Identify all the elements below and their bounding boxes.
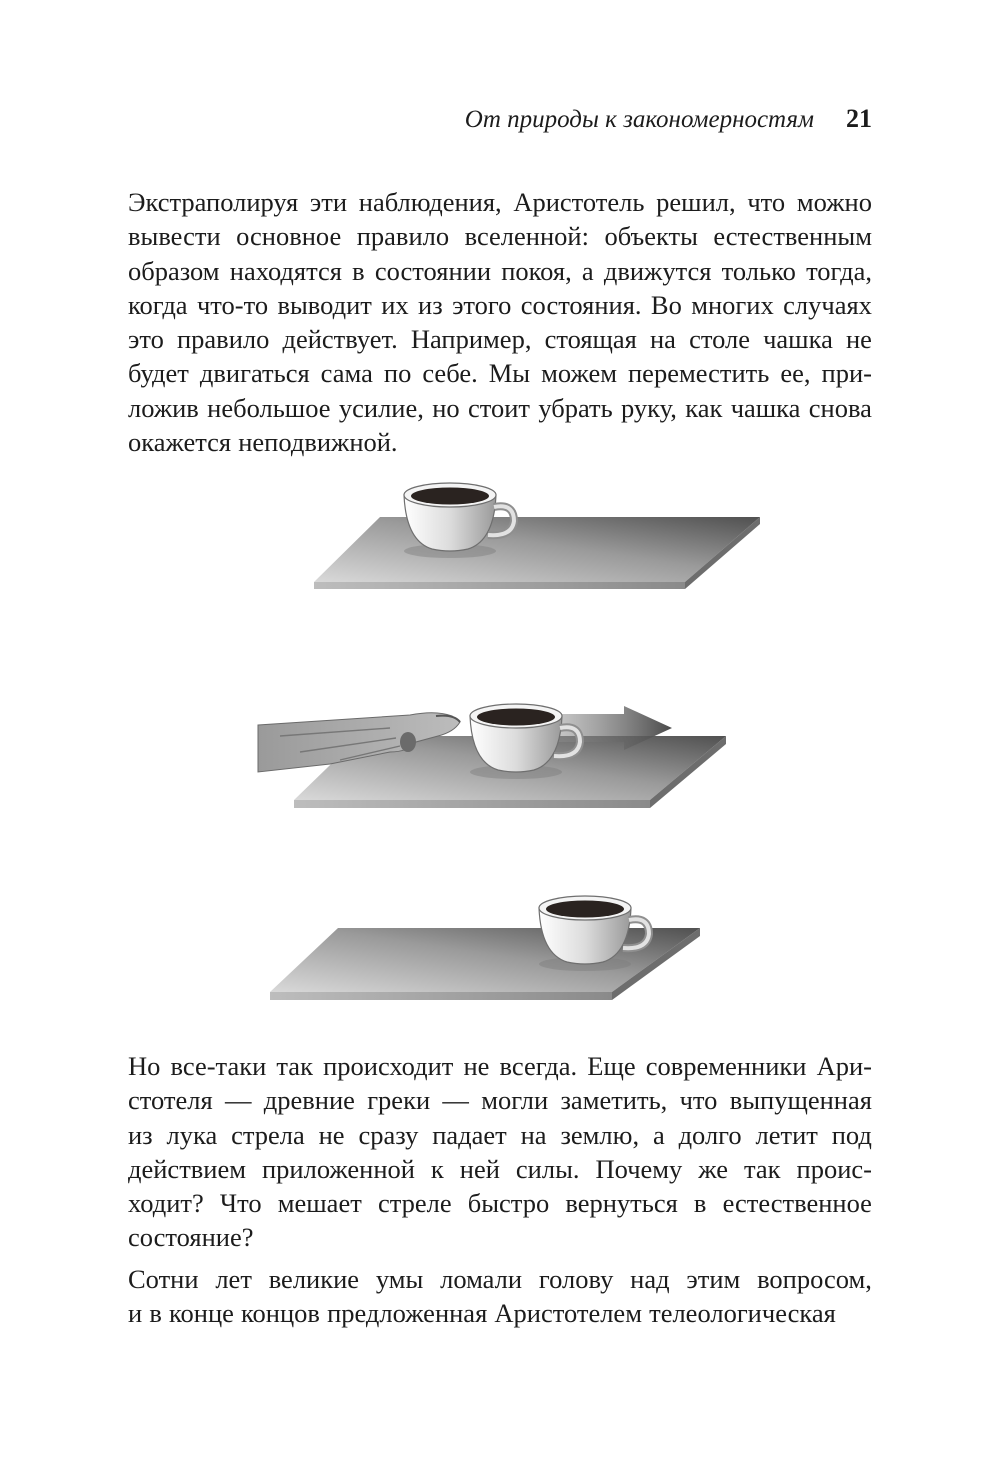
text-line: ложив небольшое усилие, но стоит убрать руку, как чашка снова xyxy=(128,392,872,423)
text-line: когда что-то выводит их из этого состояния. Во многих случаях xyxy=(128,289,872,320)
page-number: 21 xyxy=(846,104,872,133)
paragraph-1 xyxy=(128,185,872,459)
text-line: действием приложенной к ней силы. Почему же так проис- xyxy=(128,1153,872,1184)
text-line: это правило действует. Например, стоящая на столе чашка не xyxy=(128,324,872,355)
running-head xyxy=(128,104,872,134)
text-line: из лука стрела не сразу падает на землю, а долго летит под xyxy=(128,1119,872,1150)
table-top-1 xyxy=(314,517,760,589)
paragraph-2 xyxy=(128,1049,872,1255)
text-line: будет двигаться сама по себе. Мы можем переместить ее, при- xyxy=(128,358,872,389)
text-line: Но все-таки так происходит не всегда. Еще современники Ари- xyxy=(128,1051,872,1081)
text-line: состояние? xyxy=(128,1222,254,1253)
text-line: Сотни лет великие умы ломали голову над этим вопросом, xyxy=(128,1264,872,1294)
paragraph-3 xyxy=(128,1262,872,1331)
text-line: стотеля — древние греки — могли заметить, что выпущенная xyxy=(128,1085,872,1116)
cup-on-table-illustration xyxy=(240,470,760,1010)
text-line: Экстраполируя эти наблюдения, Аристотель решил, что можно xyxy=(128,187,872,217)
text-line: ходит? Что мешает стреле быстро вернуться в естественное xyxy=(128,1188,872,1219)
text-line: образом находятся в состоянии покоя, а движутся только тогда, xyxy=(128,255,872,286)
text-line: вывести основное правило вселенной: объекты естественным xyxy=(128,221,872,252)
section-title: От природы к закономерностям xyxy=(464,106,814,133)
text-line: окажется неподвижной. xyxy=(128,427,398,458)
table-top-3 xyxy=(270,928,700,1000)
text-line: и в конце концов предложенная Аристотелем телеологическая xyxy=(128,1298,836,1329)
